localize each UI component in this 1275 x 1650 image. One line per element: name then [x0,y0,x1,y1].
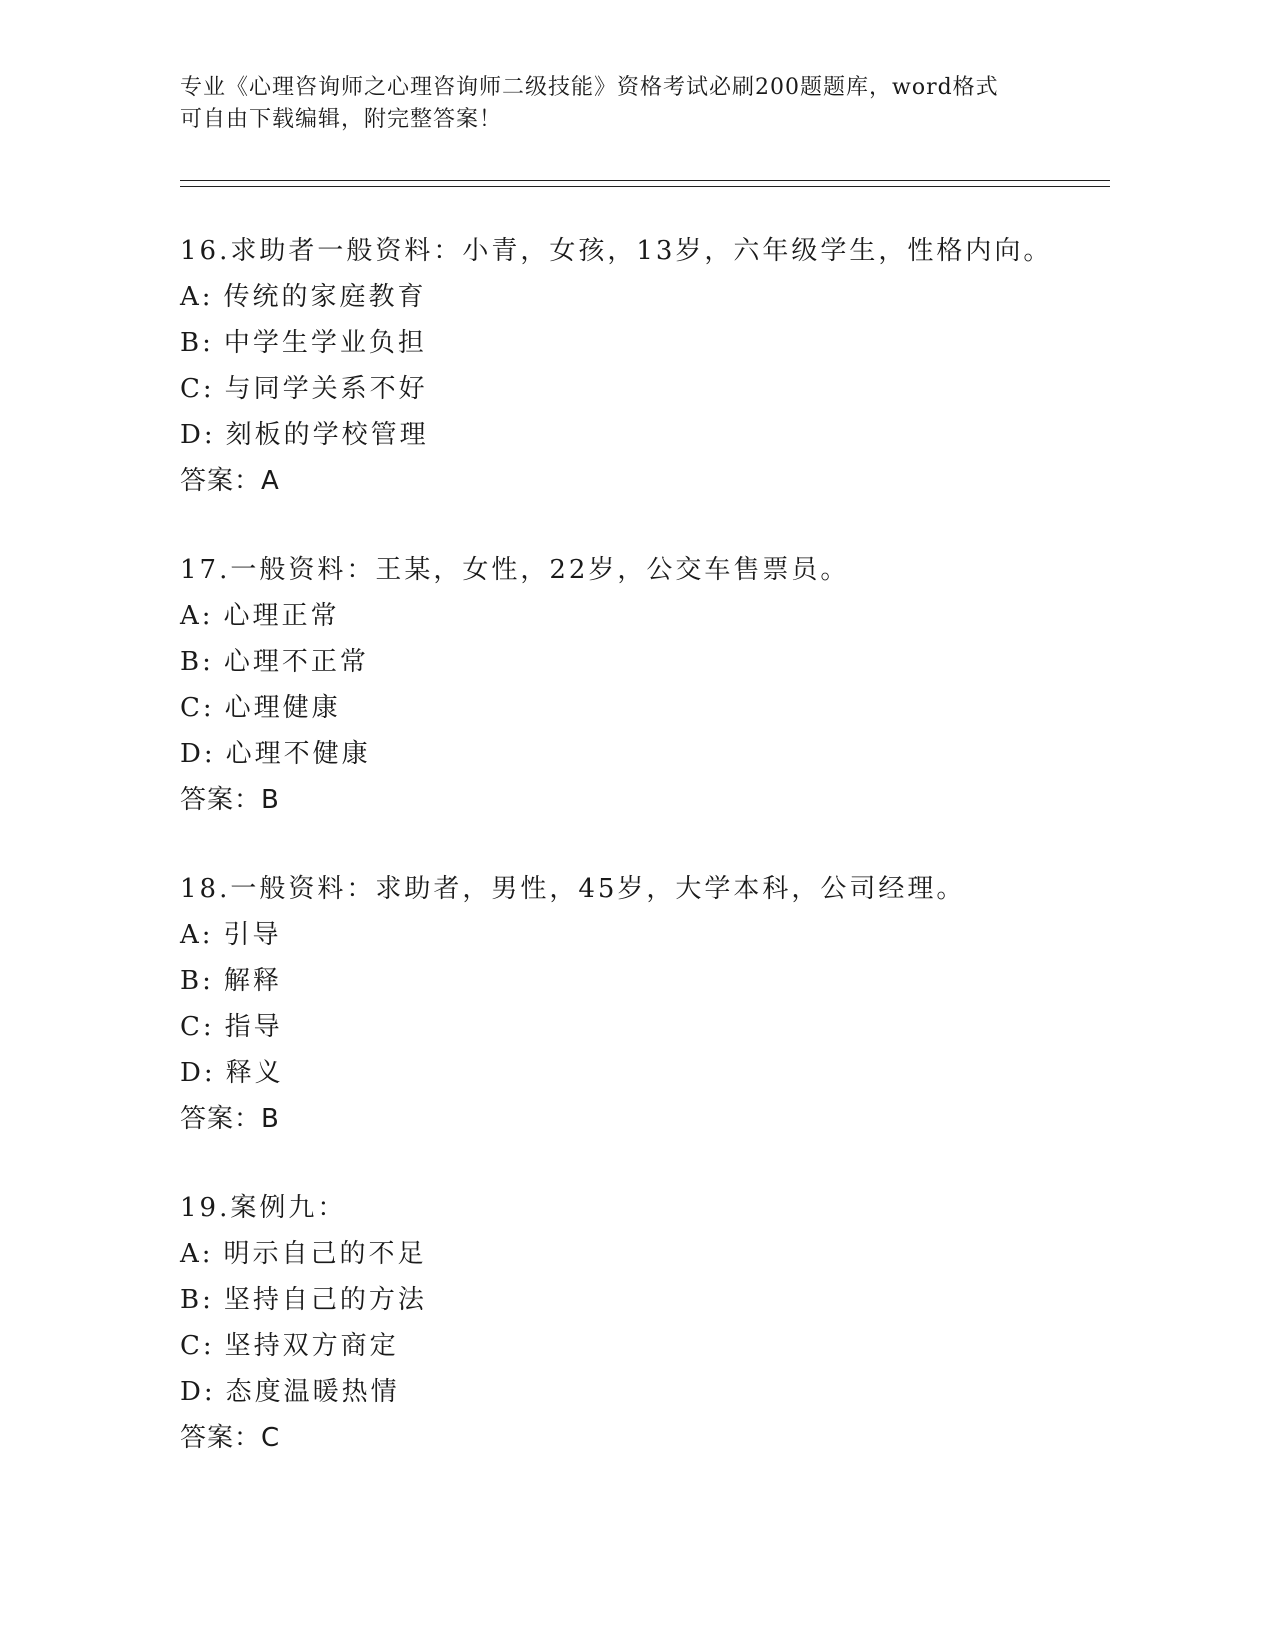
answer-line: 答案：C [180,1423,281,1453]
option-letter: A: [180,920,214,950]
option-a [180,1231,1110,1277]
option-c [180,685,1110,731]
option-text: 明示自己的不足 [223,1239,427,1269]
option-letter: B: [180,1285,214,1315]
option-text: 心理不正常 [223,647,369,677]
option-text: 引导 [223,920,282,950]
option-d [180,1050,1110,1096]
option-text: 态度温暖热情 [225,1377,400,1407]
option-letter: A: [180,1239,214,1269]
answer-line: 答案：A [180,466,280,496]
option-text: 刻板的学校管理 [225,420,429,450]
option-b [180,958,1110,1004]
option-text: 中学生学业负担 [223,328,427,358]
question-stem: 18.一般资料：求助者，男性，45岁，大学本科，公司经理。 [180,874,966,904]
question-16 [180,228,1110,504]
option-letter: C: [180,1331,215,1361]
option-d [180,731,1110,777]
question-stem: 19.案例九： [180,1193,347,1223]
option-d [180,412,1110,458]
option-letter: C: [180,1012,215,1042]
option-letter: D: [180,1058,216,1088]
option-b [180,1277,1110,1323]
question-stem: 17.一般资料：王某，女性，22岁，公交车售票员。 [180,555,850,585]
option-a [180,912,1110,958]
option-c [180,1004,1110,1050]
question-19 [180,1185,1110,1461]
option-letter: D: [180,420,216,450]
option-a [180,593,1110,639]
option-letter: B: [180,966,214,996]
option-letter: B: [180,647,214,677]
header-line-1: 专业《心理咨询师之心理咨询师二级技能》资格考试必刷200题题库，word格式 [180,75,999,100]
answer-line: 答案：B [180,1104,280,1134]
option-text: 心理不健康 [225,739,371,769]
option-text: 心理正常 [223,601,340,631]
question-18 [180,866,1110,1142]
option-text: 心理健康 [224,693,341,723]
option-text: 释义 [225,1058,284,1088]
option-letter: D: [180,739,216,769]
option-c [180,366,1110,412]
option-letter: A: [180,282,214,312]
option-d [180,1369,1110,1415]
option-text: 指导 [224,1012,283,1042]
option-text: 传统的家庭教育 [223,282,427,312]
question-stem: 16.求助者一般资料：小青，女孩，13岁，六年级学生，性格内向。 [180,236,1053,266]
option-text: 坚持自己的方法 [223,1285,427,1315]
option-a [180,274,1110,320]
header-divider-bottom [180,186,1110,187]
option-letter: D: [180,1377,216,1407]
question-17 [180,547,1110,823]
option-letter: B: [180,328,214,358]
document-header [180,72,1060,136]
option-letter: C: [180,693,215,723]
header-line-2: 可自由下载编辑，附完整答案！ [180,107,503,132]
option-c [180,1323,1110,1369]
header-divider-top [180,180,1110,181]
option-letter: C: [180,374,215,404]
option-text: 与同学关系不好 [224,374,428,404]
question-list [180,228,1110,1461]
option-b [180,639,1110,685]
option-text: 解释 [223,966,282,996]
answer-line: 答案：B [180,785,280,815]
option-text: 坚持双方商定 [224,1331,399,1361]
option-b [180,320,1110,366]
option-letter: A: [180,601,214,631]
